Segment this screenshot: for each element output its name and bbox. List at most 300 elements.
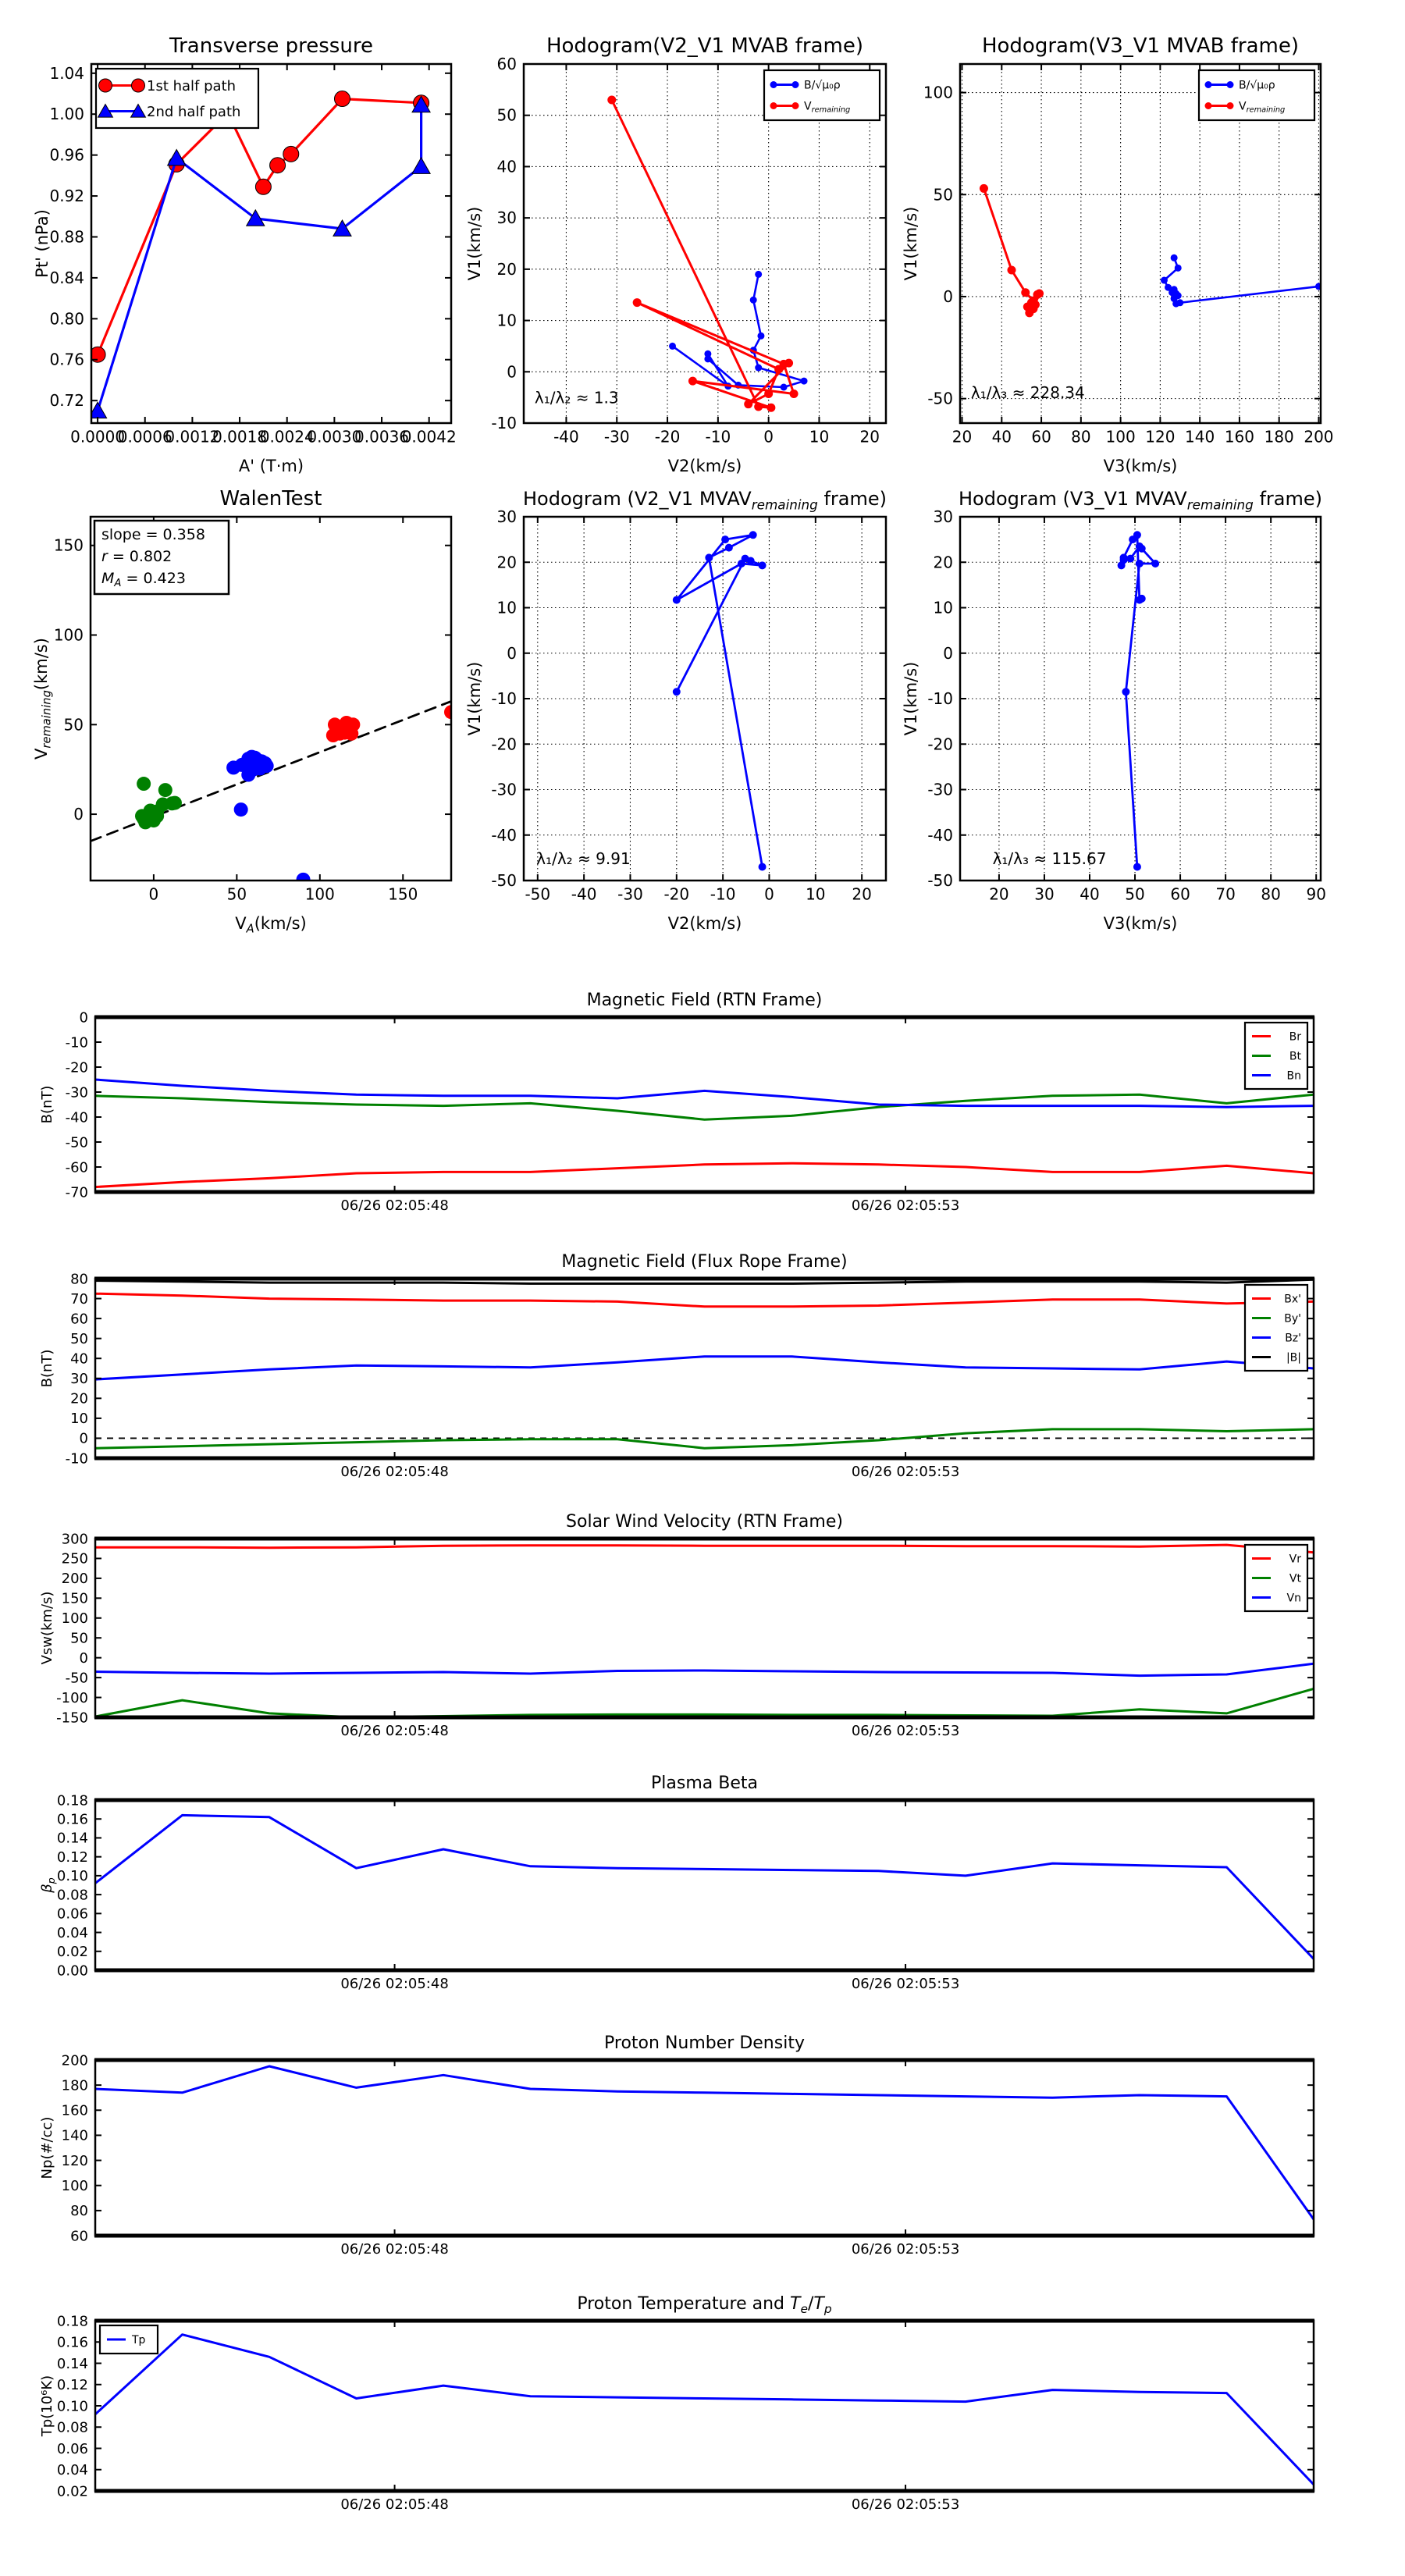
series-B-sqrt-mu0rho bbox=[1161, 254, 1322, 308]
y-tick-label: 20 bbox=[933, 553, 953, 572]
y-tick-label: 0.02 bbox=[56, 2483, 88, 2500]
x-tick-label: 20 bbox=[859, 427, 880, 447]
marker-dot bbox=[1021, 288, 1030, 297]
x-tick-label: 20 bbox=[951, 427, 973, 447]
y-tick-label: 10 bbox=[70, 1411, 88, 1428]
y-tick-label: 60 bbox=[70, 1311, 88, 1328]
legend-label: Vt bbox=[1289, 1572, 1301, 1585]
y-tick-label: 0.10 bbox=[56, 2398, 88, 2415]
y-tick-label: 0 bbox=[507, 643, 517, 663]
y-tick-label: 100 bbox=[61, 1610, 88, 1628]
x-tick-label: 06/26 02:05:53 bbox=[851, 1975, 960, 1992]
y-tick-label: 160 bbox=[61, 2102, 88, 2119]
panel-hodogram-v2v1-mvav bbox=[465, 484, 905, 937]
series-line bbox=[95, 1357, 1314, 1379]
series-line bbox=[95, 1545, 1314, 1553]
y-axis-label: V1(km/s) bbox=[465, 661, 484, 736]
y-tick-label: -40 bbox=[927, 825, 953, 845]
marker-dot bbox=[633, 298, 642, 307]
y-tick-label: -10 bbox=[65, 1034, 88, 1051]
y-tick-label: 0.88 bbox=[49, 227, 84, 247]
x-tick-label: 06/26 02:05:53 bbox=[851, 1197, 960, 1214]
x-axis-label: $V_A(km/s)$ bbox=[235, 914, 307, 936]
y-tick-label: -20 bbox=[491, 735, 517, 754]
panel-hodogram-v2v1-mvab bbox=[465, 16, 905, 500]
y-axis-label: V1(km/s) bbox=[465, 206, 484, 281]
marker-triangle bbox=[412, 158, 430, 173]
series-line bbox=[95, 2335, 1314, 2485]
panel-walen-test bbox=[31, 484, 468, 937]
y-tick-label: 0.02 bbox=[56, 1944, 88, 1961]
y-tick-label: 0.16 bbox=[56, 2334, 88, 2351]
y-tick-label: 0.08 bbox=[56, 2419, 88, 2436]
y-tick-label: 0.84 bbox=[49, 268, 84, 287]
series-line bbox=[95, 1815, 1314, 1959]
y-tick-label: -30 bbox=[491, 780, 517, 799]
y-axis-label: Pt' (nPa) bbox=[33, 209, 52, 278]
x-tick-label: 120 bbox=[1145, 427, 1176, 447]
marker-dot bbox=[747, 557, 755, 565]
y-tick-label: 0.76 bbox=[49, 350, 84, 369]
x-tick-label: -20 bbox=[654, 427, 681, 447]
y-tick-label: 0 bbox=[73, 805, 84, 824]
y-tick-label: 200 bbox=[61, 2052, 88, 2069]
chart-title: Magnetic Field (RTN Frame) bbox=[586, 991, 823, 1010]
marker-dot bbox=[790, 390, 799, 398]
x-tick-label: 80 bbox=[1071, 427, 1091, 447]
y-axis-label: V1(km/s) bbox=[902, 206, 920, 281]
series-V-remaining bbox=[607, 96, 798, 412]
y-tick-label: -10 bbox=[491, 414, 517, 432]
y-tick-label: -20 bbox=[927, 735, 953, 754]
marker-dot bbox=[749, 531, 757, 539]
x-tick-label: 50 bbox=[1125, 884, 1145, 904]
series-line bbox=[95, 1663, 1314, 1675]
marker-dot bbox=[234, 802, 248, 817]
lambda-ratio-annotation: λ₁/λ₃ ≈ 228.34 bbox=[970, 382, 1085, 402]
x-tick-label: 0.0000 bbox=[70, 427, 126, 447]
marker-dot bbox=[1205, 102, 1212, 109]
marker-dot bbox=[725, 544, 733, 552]
panel-plasma-beta bbox=[31, 1768, 1378, 2026]
y-tick-label: 10 bbox=[496, 311, 517, 330]
y-tick-label: 50 bbox=[933, 185, 953, 205]
legend-label: Vr bbox=[1289, 1553, 1301, 1566]
series-line bbox=[677, 535, 763, 866]
x-axis-label: A' (T·m) bbox=[238, 457, 304, 475]
x-tick-label: 0.0024 bbox=[259, 427, 315, 447]
y-tick-label: 30 bbox=[933, 507, 953, 526]
series-Bz' bbox=[95, 1357, 1314, 1379]
x-tick-label: 06/26 02:05:53 bbox=[851, 2496, 960, 2513]
series-2nd half path bbox=[89, 96, 431, 418]
chart-title: WalenTest bbox=[219, 487, 322, 511]
axes-frame bbox=[95, 1800, 1314, 1970]
marker-dot bbox=[1129, 535, 1136, 543]
marker-dot bbox=[1126, 555, 1134, 563]
marker-dot bbox=[607, 96, 616, 105]
marker-circle bbox=[255, 179, 271, 194]
series-Bt bbox=[95, 1094, 1314, 1119]
panel-magnetic-field-rtn bbox=[31, 985, 1378, 1243]
y-tick-label: 0.80 bbox=[49, 309, 84, 329]
x-tick-label: 0 bbox=[148, 884, 159, 904]
lambda-ratio-annotation: λ₁/λ₂ ≈ 1.3 bbox=[534, 388, 619, 407]
y-tick-label: 10 bbox=[933, 598, 953, 617]
chart-title: Hodogram (V3_V1 $MVAV_{remaining}$ frame) bbox=[958, 488, 1323, 513]
series-middle bbox=[226, 750, 310, 887]
marker-dot bbox=[784, 359, 793, 368]
y-tick-label: -30 bbox=[65, 1084, 88, 1101]
x-tick-label: 40 bbox=[1080, 884, 1100, 904]
y-tick-label: 40 bbox=[496, 157, 517, 176]
y-tick-label: 0 bbox=[79, 1649, 88, 1667]
y-tick-label: -50 bbox=[927, 871, 953, 890]
x-tick-label: 0.0036 bbox=[354, 427, 410, 447]
legend-label: 2nd half path bbox=[147, 103, 241, 120]
x-tick-label: 0.0006 bbox=[117, 427, 173, 447]
marker-dot bbox=[759, 863, 767, 871]
y-tick-label: 180 bbox=[61, 2077, 88, 2094]
series-line bbox=[1122, 535, 1156, 866]
series-line bbox=[98, 99, 421, 355]
y-tick-label: 30 bbox=[496, 507, 517, 526]
y-tick-label: -50 bbox=[65, 1670, 88, 1687]
series-Vr bbox=[95, 1545, 1314, 1553]
marker-dot bbox=[980, 184, 988, 193]
marker-dot bbox=[1136, 560, 1144, 568]
x-tick-label: -40 bbox=[553, 427, 579, 447]
marker-dot bbox=[1205, 81, 1212, 88]
marker-dot bbox=[801, 378, 808, 385]
x-tick-label: 0.0030 bbox=[307, 427, 362, 447]
x-tick-label: -40 bbox=[571, 884, 597, 904]
marker-dot bbox=[1008, 265, 1016, 274]
panel-proton-number-density bbox=[31, 2028, 1378, 2286]
y-tick-label: -150 bbox=[56, 1710, 88, 1727]
x-tick-label: 30 bbox=[1034, 884, 1055, 904]
x-tick-label: 10 bbox=[809, 427, 830, 447]
x-tick-label: 06/26 02:05:48 bbox=[340, 2496, 449, 2513]
series-line bbox=[95, 1688, 1314, 1717]
y-tick-label: -40 bbox=[491, 825, 517, 845]
marker-dot bbox=[744, 400, 752, 408]
series-line bbox=[98, 105, 421, 411]
y-tick-label: 120 bbox=[61, 2152, 88, 2169]
marker-dot bbox=[1176, 299, 1183, 306]
y-tick-label: 20 bbox=[70, 1390, 88, 1407]
legend-label: Bz' bbox=[1285, 1332, 1301, 1345]
x-tick-label: 40 bbox=[991, 427, 1012, 447]
marker-dot bbox=[770, 81, 777, 88]
x-tick-label: 0.0012 bbox=[165, 427, 220, 447]
y-tick-label: -70 bbox=[65, 1184, 88, 1201]
series-line bbox=[95, 1293, 1314, 1307]
y-tick-label: 0.04 bbox=[56, 2462, 88, 2479]
x-tick-label: 50 bbox=[226, 884, 247, 904]
marker-dot bbox=[1171, 254, 1178, 262]
marker-dot bbox=[770, 102, 777, 109]
y-tick-label: -10 bbox=[491, 689, 517, 708]
y-tick-label: 60 bbox=[496, 55, 517, 73]
marker-dot bbox=[750, 297, 757, 304]
y-tick-label: 0.18 bbox=[56, 2313, 88, 2330]
y-tick-label: -100 bbox=[56, 1689, 88, 1706]
x-tick-label: -30 bbox=[603, 427, 630, 447]
marker-dot bbox=[135, 809, 149, 823]
panel-transverse-pressure bbox=[31, 16, 468, 500]
y-axis-label: Tp(10⁶K) bbox=[39, 2375, 55, 2437]
legend-label: B/√μ₀ρ bbox=[1239, 79, 1275, 92]
y-tick-label: 1.00 bbox=[49, 105, 84, 124]
x-tick-label: 0 bbox=[764, 884, 774, 904]
legend-label: Bt bbox=[1289, 1050, 1301, 1063]
legend-label: $V_{remaining}$ bbox=[804, 100, 851, 115]
x-tick-label: 100 bbox=[304, 884, 335, 904]
x-tick-label: -50 bbox=[525, 884, 551, 904]
y-tick-label: 200 bbox=[61, 1571, 88, 1588]
legend-label: By' bbox=[1284, 1312, 1301, 1325]
y-tick-label: -50 bbox=[927, 389, 953, 408]
x-tick-label: 60 bbox=[1170, 884, 1190, 904]
x-tick-label: 20 bbox=[852, 884, 872, 904]
y-axis-label: $\beta_p$ bbox=[39, 1877, 57, 1893]
marker-dot bbox=[792, 81, 799, 88]
marker-dot bbox=[738, 560, 745, 568]
marker-dot bbox=[669, 343, 676, 350]
marker-dot bbox=[1138, 545, 1146, 553]
series-V-remaining-path bbox=[1118, 531, 1160, 870]
x-tick-label: 06/26 02:05:53 bbox=[851, 1722, 960, 1739]
axes-frame bbox=[95, 2321, 1314, 2491]
axes-frame bbox=[524, 517, 886, 881]
chart-title: Proton Number Density bbox=[604, 2033, 805, 2053]
x-tick-label: 100 bbox=[1105, 427, 1136, 447]
y-tick-label: 0.72 bbox=[49, 391, 84, 411]
y-tick-label: 0.04 bbox=[56, 1924, 88, 1941]
x-tick-label: 150 bbox=[388, 884, 418, 904]
y-axis-label: V1(km/s) bbox=[902, 661, 920, 736]
y-tick-label: 30 bbox=[70, 1371, 88, 1388]
marker-dot bbox=[755, 365, 762, 372]
marker-dot bbox=[137, 777, 151, 791]
y-axis-label: B(nT) bbox=[39, 1349, 55, 1388]
x-tick-label: 0.0042 bbox=[401, 427, 457, 447]
series-line bbox=[673, 274, 805, 387]
marker-dot bbox=[754, 402, 763, 411]
y-tick-label: 1.04 bbox=[49, 63, 84, 83]
y-tick-label: -40 bbox=[65, 1109, 88, 1126]
marker-circle bbox=[132, 79, 145, 92]
y-tick-label: 0.14 bbox=[56, 1830, 88, 1847]
x-tick-label: 10 bbox=[806, 884, 826, 904]
y-tick-label: -10 bbox=[65, 1450, 88, 1468]
x-axis-label: V2(km/s) bbox=[667, 457, 742, 475]
panel-hodogram-v3v1-mvav bbox=[902, 484, 1343, 937]
series-V-remaining bbox=[980, 184, 1044, 317]
series-Vn bbox=[95, 1663, 1314, 1675]
marker-dot bbox=[241, 768, 255, 782]
marker-circle bbox=[283, 146, 299, 162]
marker-dot bbox=[673, 596, 681, 604]
y-tick-label: -50 bbox=[65, 1134, 88, 1151]
x-axis-label: V3(km/s) bbox=[1103, 457, 1178, 475]
y-tick-label: 0.18 bbox=[56, 1792, 88, 1809]
marker-dot bbox=[721, 535, 729, 543]
y-tick-label: 0.16 bbox=[56, 1811, 88, 1828]
y-tick-label: 0 bbox=[507, 362, 517, 382]
y-tick-label: -20 bbox=[65, 1059, 88, 1076]
axes-frame bbox=[95, 1539, 1314, 1717]
marker-dot bbox=[150, 809, 164, 823]
y-tick-label: 0.08 bbox=[56, 1887, 88, 1904]
x-tick-label: 80 bbox=[1261, 884, 1281, 904]
series-Bx' bbox=[95, 1293, 1314, 1307]
x-tick-label: -30 bbox=[617, 884, 643, 904]
x-tick-label: 60 bbox=[1031, 427, 1051, 447]
y-axis-label: Np(#/cc) bbox=[39, 2116, 55, 2179]
y-tick-label: 0 bbox=[943, 643, 953, 663]
marker-dot bbox=[1136, 596, 1144, 604]
chart-title: Hodogram(V3_V1 MVAB frame) bbox=[981, 34, 1300, 58]
y-tick-label: 140 bbox=[61, 2127, 88, 2144]
marker-dot bbox=[158, 783, 173, 797]
marker-circle bbox=[99, 79, 112, 92]
panel-magnetic-field-flux-rope bbox=[31, 1247, 1378, 1504]
x-tick-label: 06/26 02:05:48 bbox=[340, 1722, 449, 1739]
marker-dot bbox=[1175, 265, 1182, 272]
y-tick-label: 0.96 bbox=[49, 145, 84, 165]
y-tick-label: 0 bbox=[79, 1430, 88, 1447]
y-tick-label: 100 bbox=[61, 2178, 88, 2195]
y-tick-label: 0.92 bbox=[49, 187, 84, 206]
marker-dot bbox=[168, 796, 182, 810]
marker-dot bbox=[757, 333, 764, 340]
x-tick-label: -10 bbox=[705, 427, 731, 447]
panel-hodogram-v3v1-mvab bbox=[902, 16, 1343, 500]
series-V-remaining-path bbox=[673, 531, 767, 870]
series-line bbox=[95, 2066, 1314, 2219]
chart-title: Plasma Beta bbox=[651, 1774, 758, 1793]
marker-dot bbox=[774, 365, 783, 374]
y-tick-label: -50 bbox=[491, 871, 517, 890]
x-tick-label: 06/26 02:05:48 bbox=[340, 1463, 449, 1480]
series-line bbox=[95, 1163, 1314, 1187]
y-axis-label: B(nT) bbox=[39, 1085, 55, 1124]
legend-label: B/√μ₀ρ bbox=[804, 79, 841, 92]
x-axis-label: V3(km/s) bbox=[1103, 914, 1178, 933]
y-tick-label: 80 bbox=[70, 2203, 88, 2220]
chart-title: Proton Temperature and $T_e/T_p$ bbox=[577, 2294, 832, 2316]
marker-dot bbox=[755, 271, 762, 278]
marker-dot bbox=[260, 759, 274, 773]
series-1st half path bbox=[90, 91, 429, 363]
series-Br bbox=[95, 1163, 1314, 1187]
x-tick-label: 06/26 02:05:53 bbox=[851, 1463, 960, 1480]
panel-proton-temperature bbox=[31, 2289, 1378, 2546]
y-tick-label: -10 bbox=[927, 689, 953, 708]
legend-label: 1st half path bbox=[147, 77, 237, 94]
y-tick-label: 30 bbox=[496, 208, 517, 228]
y-tick-label: 100 bbox=[923, 83, 953, 102]
x-tick-label: 140 bbox=[1185, 427, 1215, 447]
y-tick-label: 300 bbox=[61, 1531, 88, 1548]
x-tick-label: 200 bbox=[1304, 427, 1334, 447]
y-tick-label: 20 bbox=[496, 553, 517, 572]
chart-title: Solar Wind Velocity (RTN Frame) bbox=[566, 1512, 843, 1532]
x-tick-label: 70 bbox=[1215, 884, 1236, 904]
marker-dot bbox=[759, 561, 767, 569]
marker-dot bbox=[1161, 277, 1168, 284]
y-tick-label: 70 bbox=[70, 1290, 88, 1308]
marker-circle bbox=[334, 91, 350, 107]
x-tick-label: 06/26 02:05:48 bbox=[340, 1197, 449, 1214]
y-tick-label: 50 bbox=[70, 1330, 88, 1347]
marker-dot bbox=[1151, 560, 1159, 568]
y-tick-label: 40 bbox=[70, 1350, 88, 1368]
stats-line: $M_A = 0.423$ bbox=[101, 570, 186, 590]
marker-dot bbox=[764, 390, 773, 398]
legend-label: |B| bbox=[1286, 1351, 1301, 1364]
marker-dot bbox=[1035, 290, 1044, 298]
marker-dot bbox=[1227, 102, 1234, 109]
y-tick-label: 50 bbox=[70, 1630, 88, 1647]
series-Np bbox=[95, 2066, 1314, 2219]
x-tick-label: 0 bbox=[763, 427, 774, 447]
marker-dot bbox=[705, 553, 713, 561]
marker-dot bbox=[1122, 688, 1129, 696]
y-tick-label: -60 bbox=[65, 1159, 88, 1176]
marker-dot bbox=[1029, 304, 1037, 313]
y-tick-label: 0.12 bbox=[56, 1848, 88, 1866]
legend-label: Vn bbox=[1286, 1592, 1301, 1605]
marker-dot bbox=[1120, 556, 1128, 564]
marker-dot bbox=[1133, 863, 1141, 871]
y-tick-label: 0.06 bbox=[56, 1905, 88, 1923]
panel-solar-wind-velocity bbox=[31, 1507, 1378, 1764]
x-tick-label: 06/26 02:05:48 bbox=[340, 1975, 449, 1992]
series-line bbox=[984, 188, 1040, 313]
y-tick-label: 0.14 bbox=[56, 2355, 88, 2372]
chart-title: Hodogram (V2_V1 $MVAV_{remaining}$ frame) bbox=[522, 488, 887, 513]
y-axis-label: $V_{remaining}(km/s)$ bbox=[32, 638, 54, 760]
y-tick-label: 60 bbox=[70, 2228, 88, 2245]
y-tick-label: 150 bbox=[61, 1590, 88, 1607]
x-tick-label: 20 bbox=[989, 884, 1009, 904]
x-tick-label: 0.0018 bbox=[212, 427, 268, 447]
marker-dot bbox=[688, 377, 697, 386]
y-tick-label: 50 bbox=[63, 715, 84, 735]
y-axis-label: Vsw(km/s) bbox=[39, 1591, 55, 1665]
x-tick-label: 06/26 02:05:53 bbox=[851, 2240, 960, 2258]
y-tick-label: 50 bbox=[496, 105, 517, 125]
axes-frame bbox=[95, 1017, 1314, 1192]
axes-frame bbox=[95, 2060, 1314, 2236]
y-tick-label: 20 bbox=[496, 259, 517, 279]
marker-dot bbox=[1227, 81, 1234, 88]
marker-dot bbox=[792, 102, 799, 109]
legend-label: Bx' bbox=[1284, 1293, 1301, 1306]
y-tick-label: 80 bbox=[70, 1271, 88, 1288]
marker-circle bbox=[270, 158, 286, 173]
series-beta bbox=[95, 1815, 1314, 1959]
marker-dot bbox=[704, 355, 711, 362]
marker-dot bbox=[781, 384, 788, 391]
stats-line: r = 0.802 bbox=[101, 548, 173, 566]
series-line bbox=[612, 100, 794, 407]
lambda-ratio-annotation: λ₁/λ₃ ≈ 115.67 bbox=[992, 849, 1107, 869]
legend-label: Br bbox=[1289, 1030, 1301, 1044]
